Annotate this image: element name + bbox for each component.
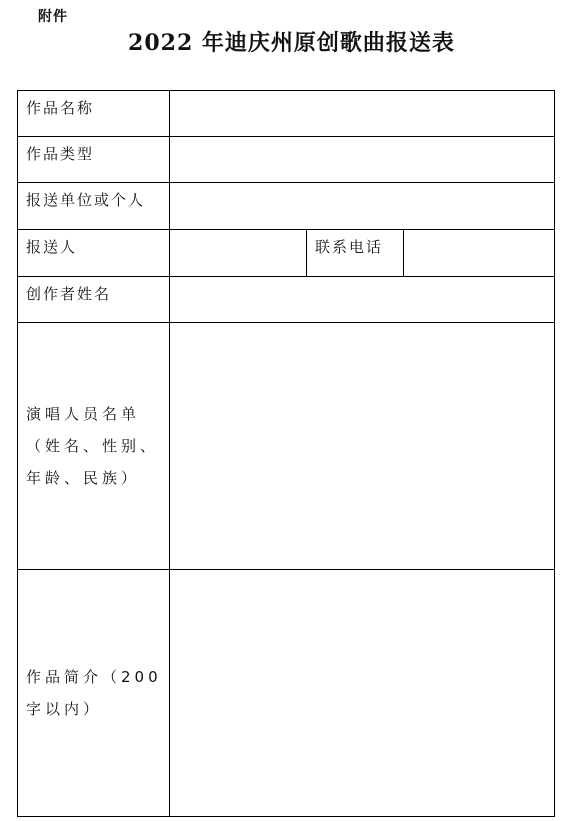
phone-label: 联系电话	[307, 230, 404, 277]
performers-field[interactable]	[170, 323, 555, 570]
work-name-field[interactable]	[170, 91, 555, 137]
attachment-label: 附件	[38, 9, 68, 25]
page-title: 2022 年迪庆州原创歌曲报送表	[128, 30, 455, 56]
submitter-unit-field[interactable]	[170, 183, 555, 230]
row-creator	[18, 277, 555, 323]
row-submitter-unit	[18, 183, 555, 230]
row-intro	[18, 570, 555, 817]
performers-label-line1: 演唱人员名单	[26, 405, 141, 423]
intro-label-line2: 字以内）	[26, 700, 103, 718]
intro-label	[18, 570, 170, 817]
work-type-label: 作品类型	[18, 137, 170, 183]
submission-form-table	[17, 90, 555, 817]
row-work-name	[18, 91, 555, 137]
intro-label-line1: 作品简介（200	[26, 668, 162, 686]
performers-label-line3: 年龄、民族）	[26, 469, 141, 487]
phone-field[interactable]	[404, 230, 555, 277]
work-type-field[interactable]	[170, 137, 555, 183]
submitter-field[interactable]	[170, 230, 307, 277]
row-performers	[18, 323, 555, 570]
creator-label: 创作者姓名	[18, 277, 170, 323]
work-name-label: 作品名称	[18, 91, 170, 137]
intro-field[interactable]	[170, 570, 555, 817]
submitter-unit-label: 报送单位或个人	[18, 183, 170, 230]
submitter-label: 报送人	[18, 230, 170, 277]
row-work-type	[18, 137, 555, 183]
row-submitter	[18, 230, 555, 277]
creator-field[interactable]	[170, 277, 555, 323]
performers-label-line2: （姓名、性别、	[26, 437, 160, 455]
performers-label	[18, 323, 170, 570]
